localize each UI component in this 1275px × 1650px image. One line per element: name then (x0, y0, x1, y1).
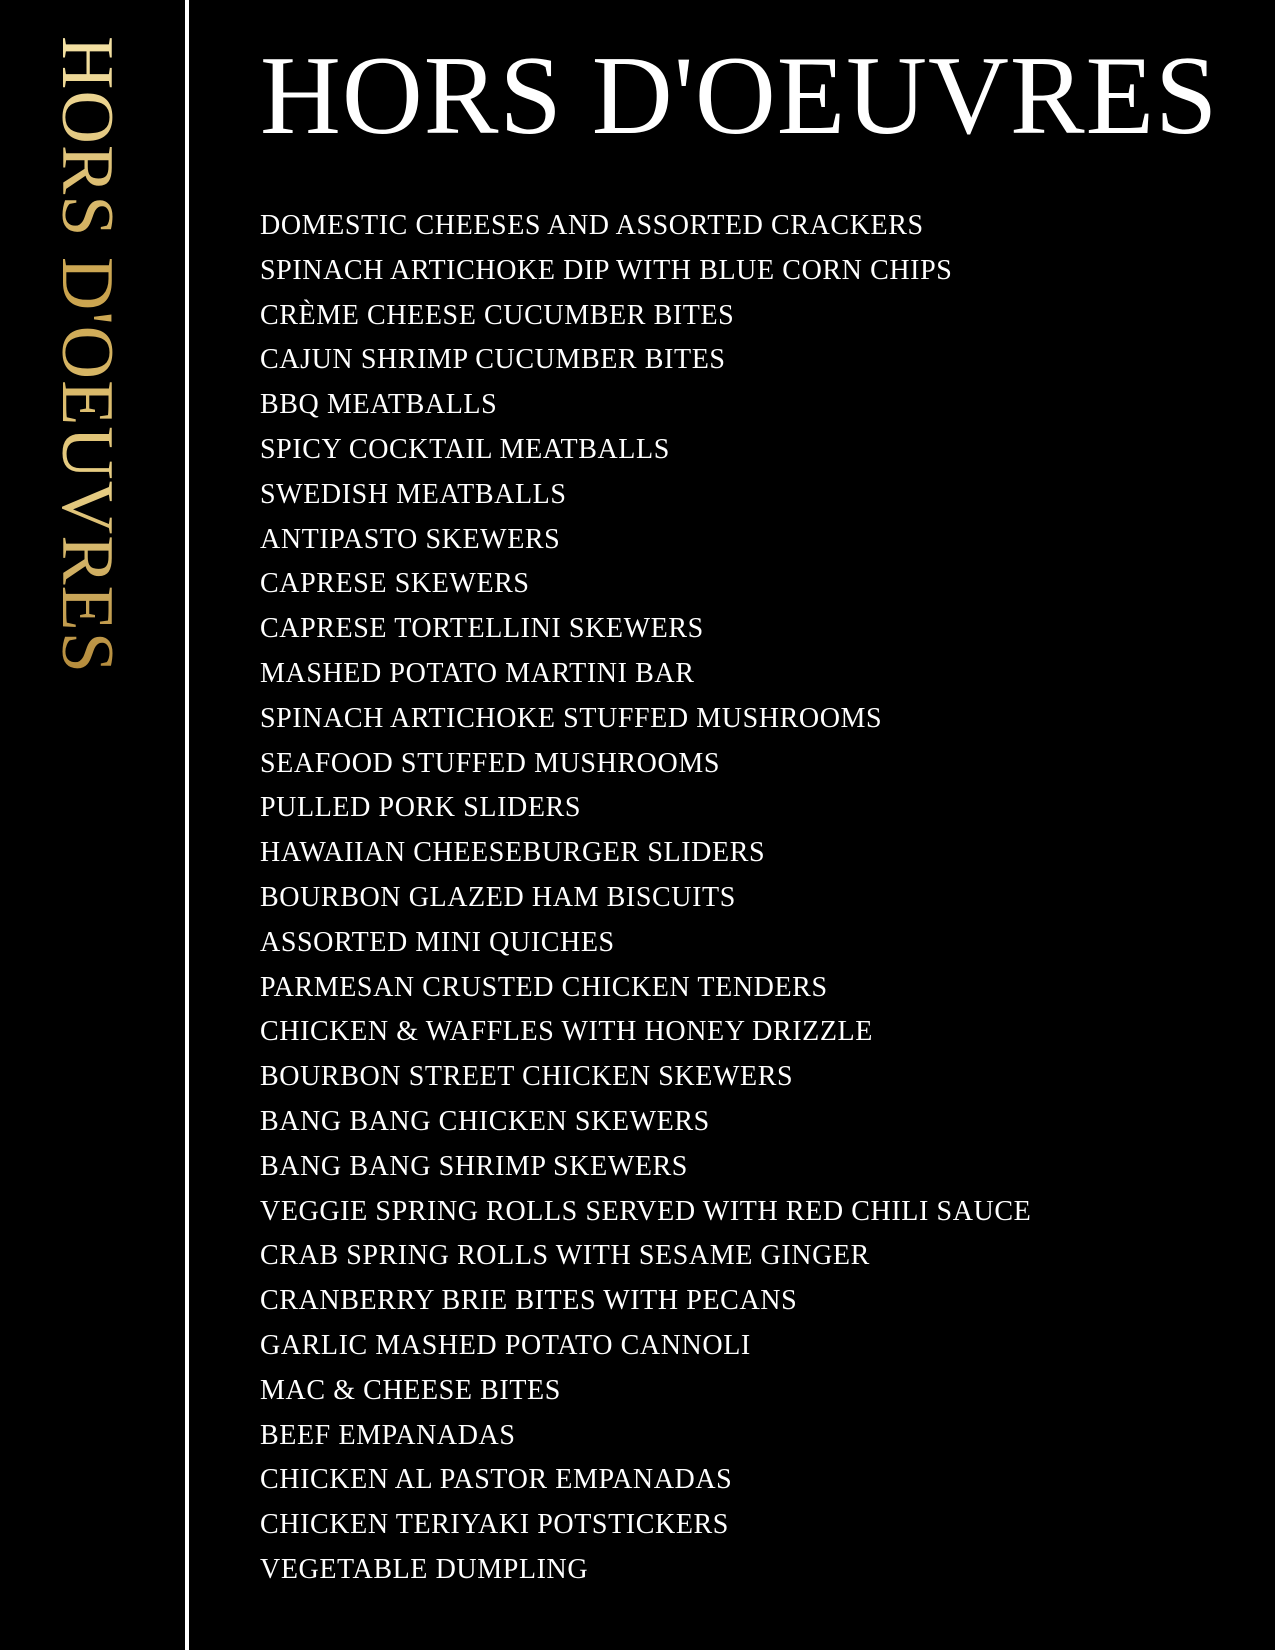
menu-item: CAPRESE SKEWERS (260, 568, 530, 600)
menu-item: VEGETABLE DUMPLING (260, 1553, 589, 1585)
menu-item: DOMESTIC CHEESES AND ASSORTED CRACKERS (260, 210, 924, 241)
menu-item: BEEF EMPANADAS (260, 1419, 516, 1451)
menu-item: BBQ MEATBALLS (260, 389, 498, 421)
menu-item: ASSORTED MINI QUICHES (260, 926, 615, 958)
menu-list (260, 204, 1031, 1593)
menu-item: CHICKEN TERIYAKI POTSTICKERS (260, 1509, 729, 1541)
menu-item: SEAFOOD STUFFED MUSHROOMS (260, 747, 720, 779)
menu-item: CAJUN SHRIMP CUCUMBER BITES (260, 344, 726, 376)
menu-item: CAPRESE TORTELLINI SKEWERS (260, 613, 704, 645)
menu-item: PARMESAN CRUSTED CHICKEN TENDERS (260, 971, 828, 1003)
menu-item: CRÈME CHEESE CUCUMBER BITES (260, 299, 735, 331)
sidebar-title: HORS D'OEUVRES (46, 36, 128, 674)
menu-item: BANG BANG SHRIMP SKEWERS (260, 1150, 688, 1182)
menu-item: CHICKEN AL PASTOR EMPANADAS (260, 1464, 733, 1496)
menu-item: SPINACH ARTICHOKE STUFFED MUSHROOMS (260, 702, 883, 734)
menu-item: CHICKEN & WAFFLES WITH HONEY DRIZZLE (260, 1016, 873, 1048)
menu-item: BANG BANG CHICKEN SKEWERS (260, 1105, 710, 1137)
menu-item: BOURBON GLAZED HAM BISCUITS (260, 881, 736, 913)
vertical-divider (185, 0, 189, 1650)
menu-item: BOURBON STREET CHICKEN SKEWERS (260, 1061, 794, 1093)
menu-item: CRANBERRY BRIE BITES WITH PECANS (260, 1285, 798, 1317)
menu-item: MASHED POTATO MARTINI BAR (260, 657, 695, 689)
menu-item: GARLIC MASHED POTATO CANNOLI (260, 1329, 751, 1361)
menu-item: VEGGIE SPRING ROLLS SERVED WITH RED CHILI SAUCE (260, 1195, 1032, 1227)
menu-item: MAC & CHEESE BITES (260, 1374, 561, 1406)
page-title: HORS D'OEUVRES (260, 34, 1219, 158)
menu-item: CRAB SPRING ROLLS WITH SESAME GINGER (260, 1240, 870, 1272)
menu-item: HAWAIIAN CHEESEBURGER SLIDERS (260, 837, 766, 869)
sidebar (0, 0, 185, 1650)
menu-item: PULLED PORK SLIDERS (260, 792, 581, 824)
menu-item: SWEDISH MEATBALLS (260, 478, 567, 510)
menu-item: ANTIPASTO SKEWERS (260, 523, 561, 555)
menu-item: SPINACH ARTICHOKE DIP WITH BLUE CORN CHIPS (260, 254, 953, 286)
menu-item: SPICY COCKTAIL MEATBALLS (260, 433, 670, 465)
